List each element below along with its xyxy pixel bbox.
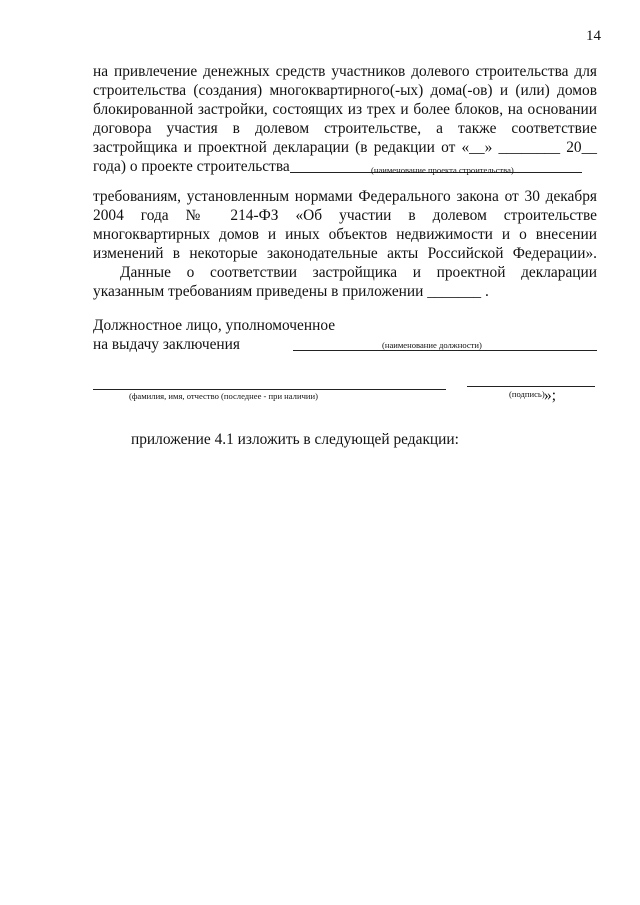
paragraph-3-line-1: Данные о соответствии застройщика и проектной декларации (120, 264, 597, 281)
position-field-line (293, 350, 597, 351)
official-title-line-1: Должностное лицо, уполномоченное (93, 317, 336, 334)
paragraph-2-line-4: изменений в некоторые законодательные акты Российской Федерации». (93, 245, 597, 262)
signature-closing-quote: »; (544, 387, 556, 404)
paragraph-1-line-3: блокированной застройки, состоящих из трех и более блоков, на основании (93, 101, 597, 118)
position-caption: (наименование должности) (382, 340, 482, 350)
official-title-line-2: на выдачу заключения (93, 336, 240, 353)
paragraph-1-line-6: года) о проекте строительства (93, 158, 290, 175)
paragraph-1-line-1: на привлечение денежных средств участников долевого строительства для (93, 63, 597, 80)
paragraph-1-line-2: строительства (создания) многоквартирного(-ых) дома(-ов) и (или) домов (93, 82, 597, 99)
signature-caption: (подпись) (509, 389, 545, 399)
paragraph-2-line-1: требованиям, установленным нормами Федерального закона от 30 декабря (93, 188, 597, 205)
paragraph-2-line-2: 2004 года № 214-ФЗ «Об участии в долевом строительстве (93, 207, 597, 224)
paragraph-1-line-5: застройщика и проектной декларации (в редакции от «__» ________ 20__ (93, 139, 597, 156)
paragraph-1-line-4: договора участия в долевом строительстве, а также соответствие (93, 120, 597, 137)
page-number: 14 (586, 28, 601, 44)
full-name-field-line (93, 389, 446, 390)
paragraph-2-line-3: многоквартирных домов и иных объектов недвижимости и о внесении (93, 226, 597, 243)
paragraph-3-line-2: указанным требованиям приведены в приложении _______ . (93, 283, 489, 300)
full-name-caption: (фамилия, имя, отчество (последнее - при наличии) (129, 391, 318, 401)
project-name-caption: (наименование проекта строительства) (371, 165, 514, 175)
appendix-instruction: приложение 4.1 изложить в следующей редакции: (131, 431, 459, 448)
